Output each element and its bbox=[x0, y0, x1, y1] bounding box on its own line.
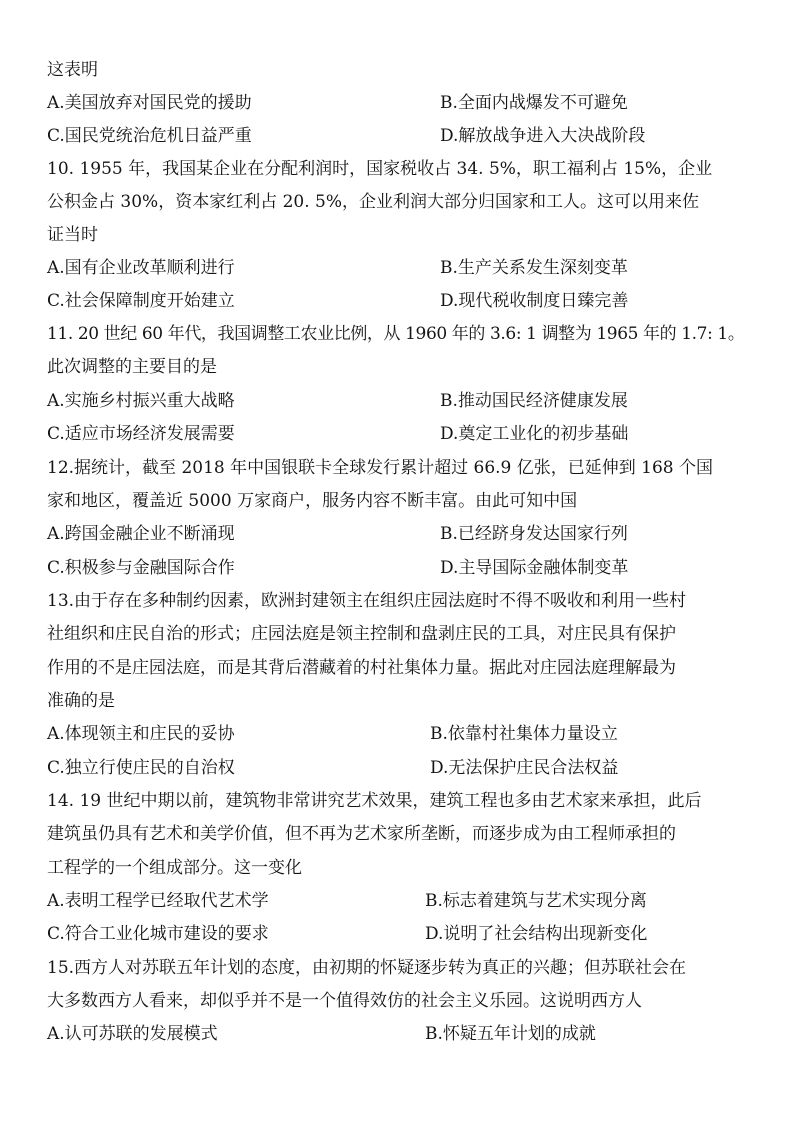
q14-option-b: B.标志着建筑与艺术实现分离 bbox=[425, 891, 647, 911]
q9-option-c: C.国民党统治危机日益严重 bbox=[47, 126, 252, 146]
q13-line-3: 作用的不是庄园法庭，而是其背后潜藏着的村社集体力量。据此对庄园法庭理解最为 bbox=[47, 658, 676, 678]
q11-line-2: 此次调整的主要目的是 bbox=[47, 357, 217, 377]
q12-option-d: D.主导国际金融体制变革 bbox=[440, 558, 629, 578]
q14-line-1: 14. 19 世纪中期以前，建筑物非常讲究艺术效果，建筑工程也多由艺术家来承担，此后 bbox=[47, 791, 702, 811]
q10-option-a: A.国有企业改革顺利进行 bbox=[47, 258, 235, 278]
q15-line-1: 15.西方人对苏联五年计划的态度，由初期的怀疑逐步转为真正的兴趣；但苏联社会在 bbox=[47, 958, 687, 978]
q11-option-c: C.适应市场经济发展需要 bbox=[47, 424, 235, 444]
q10-line-3: 证当时 bbox=[47, 225, 98, 245]
q11-option-d: D.奠定工业化的初步基础 bbox=[440, 424, 629, 444]
q12-line-2: 家和地区，覆盖近 5000 万家商户，服务内容不断丰富。由此可知中国 bbox=[47, 491, 578, 511]
q10-option-c: C.社会保障制度开始建立 bbox=[47, 291, 235, 311]
q14-line-2: 建筑虽仍具有艺术和美学价值，但不再为艺术家所垄断，而逐步成为由工程师承担的 bbox=[47, 824, 676, 844]
q10-line-1: 10. 1955 年，我国某企业在分配利润时，国家税收占 34. 5%，职工福利占 15%，企业 bbox=[47, 159, 713, 179]
q12-option-c: C.积极参与金融国际合作 bbox=[47, 558, 235, 578]
q14-option-d: D.说明了社会结构出现新变化 bbox=[425, 924, 648, 944]
q14-line-3: 工程学的一个组成部分。这一变化 bbox=[47, 858, 302, 878]
q9-stem-tail: 这表明 bbox=[47, 60, 98, 80]
q13-line-1: 13.由于存在多种制约因素，欧洲封建领主在组织庄园法庭时不得不吸收和利用一些村 bbox=[47, 591, 687, 611]
q12-option-a: A.跨国金融企业不断涌现 bbox=[47, 524, 235, 544]
q12-option-b: B.已经跻身发达国家行列 bbox=[440, 524, 628, 544]
q9-option-b: B.全面内战爆发不可避免 bbox=[440, 93, 628, 113]
q12-line-1: 12.据统计，截至 2018 年中国银联卡全球发行累计超过 66.9 亿张，已延伸到 168 个国 bbox=[47, 458, 714, 478]
q15-option-b: B.怀疑五年计划的成就 bbox=[425, 1024, 596, 1044]
q15-option-a: A.认可苏联的发展模式 bbox=[47, 1024, 218, 1044]
q13-option-b: B.依靠村社集体力量设立 bbox=[430, 724, 618, 744]
q14-option-a: A.表明工程学已经取代艺术学 bbox=[47, 891, 269, 911]
q11-line-1: 11. 20 世纪 60 年代，我国调整工农业比例，从 1960 年的 3.6: 1 调整为 1965 年的 1.7: 1。 bbox=[47, 324, 745, 344]
q9-option-a: A.美国放弃对国民党的援助 bbox=[47, 93, 252, 113]
q9-option-d: D.解放战争进入大决战阶段 bbox=[440, 126, 646, 146]
q10-line-2: 公积金占 30%，资本家红利占 20. 5%，企业利润大部分归国家和工人。这可以用来佐 bbox=[47, 192, 699, 212]
q13-option-a: A.体现领主和庄民的妥协 bbox=[47, 724, 235, 744]
q15-line-2: 大多数西方人看来，却似乎并不是一个值得效仿的社会主义乐园。这说明西方人 bbox=[47, 991, 642, 1011]
q11-option-b: B.推动国民经济健康发展 bbox=[440, 391, 628, 411]
q13-line-4: 准确的是 bbox=[47, 691, 115, 711]
q10-option-d: D.现代税收制度日臻完善 bbox=[440, 291, 629, 311]
q13-option-c: C.独立行使庄民的自治权 bbox=[47, 758, 235, 778]
q13-option-d: D.无法保护庄民合法权益 bbox=[430, 758, 619, 778]
q13-line-2: 社组织和庄民自治的形式；庄园法庭是领主控制和盘剥庄民的工具，对庄民具有保护 bbox=[47, 624, 676, 644]
q11-option-a: A.实施乡村振兴重大战略 bbox=[47, 391, 235, 411]
q10-option-b: B.生产关系发生深刻变革 bbox=[440, 258, 628, 278]
q14-option-c: C.符合工业化城市建设的要求 bbox=[47, 924, 269, 944]
